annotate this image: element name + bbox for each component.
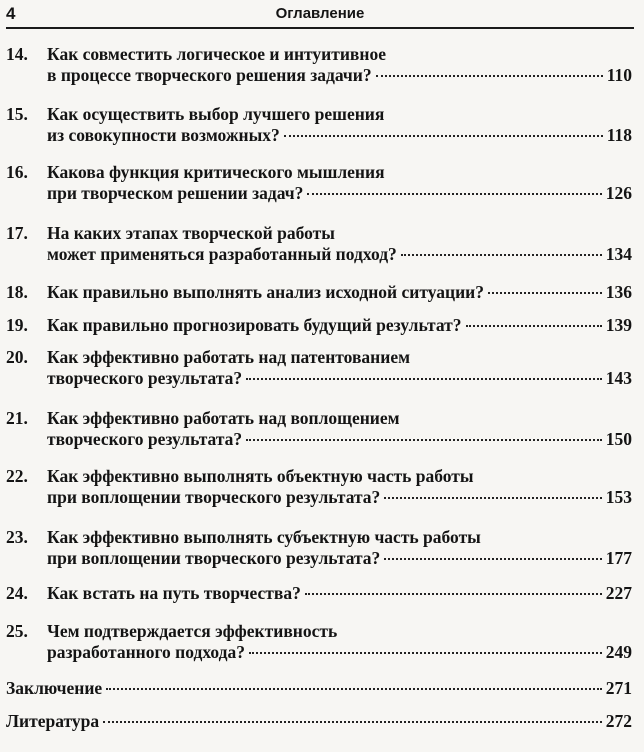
entry-title-text: Как эффективно работать над патентованием xyxy=(47,347,411,367)
dot-leader xyxy=(106,688,602,690)
entry-title-text: из совокупности возможных? xyxy=(47,125,280,145)
dot-leader xyxy=(284,135,603,137)
entry-line xyxy=(47,244,632,265)
entry-line xyxy=(47,368,632,389)
dot-leader xyxy=(466,325,602,327)
entry-page-number: 227 xyxy=(605,583,632,603)
entry-title-text: при воплощении творческого результата? xyxy=(47,487,381,507)
dot-leader xyxy=(305,593,602,595)
toc-entry[interactable] xyxy=(6,162,632,204)
entry-line xyxy=(47,487,632,508)
entry-title-text: Как правильно выполнять анализ исходной ситуации? xyxy=(47,282,484,302)
entry-body xyxy=(47,315,632,336)
entry-page-number: 271 xyxy=(605,678,632,698)
entry-line xyxy=(47,183,632,204)
toc-entry[interactable] xyxy=(6,44,632,86)
entry-line xyxy=(47,315,632,336)
entry-line xyxy=(47,527,632,548)
entry-body xyxy=(47,104,632,146)
toc-entry[interactable] xyxy=(6,621,632,663)
entry-line xyxy=(47,408,632,429)
entry-line xyxy=(47,162,632,183)
toc-entry[interactable] xyxy=(6,711,632,732)
toc-entry[interactable] xyxy=(6,408,632,450)
entry-title-text: На каких этапах творческой работы xyxy=(47,223,335,243)
dot-leader xyxy=(246,439,602,441)
dot-leader xyxy=(103,721,602,723)
entry-line xyxy=(47,429,632,450)
entry-number: 22. xyxy=(6,466,28,486)
entry-page-number: 272 xyxy=(605,711,632,731)
entry-title-text: Как эффективно выполнять объектную часть работы xyxy=(47,466,474,486)
toc-entry[interactable] xyxy=(6,282,632,303)
entry-number: 23. xyxy=(6,527,28,547)
entry-title-text: творческого результата? xyxy=(47,368,243,388)
entry-line xyxy=(47,583,632,604)
entry-title-text: Как эффективно выполнять субъектную часть работы xyxy=(47,527,481,547)
entry-number: 21. xyxy=(6,408,28,428)
entry-line xyxy=(47,223,632,244)
entry-body xyxy=(47,347,632,389)
dot-leader xyxy=(246,378,602,380)
page-number: 4 xyxy=(6,4,16,23)
entry-page-number: 118 xyxy=(606,125,632,145)
entry-number: 16. xyxy=(6,162,28,182)
entry-page-number: 150 xyxy=(605,429,632,449)
header-title: Оглавление xyxy=(275,5,365,22)
entry-line xyxy=(47,466,632,487)
entry-body xyxy=(47,621,632,663)
entry-title-text: при творческом решении задач? xyxy=(47,183,304,203)
entry-line xyxy=(47,282,632,303)
entry-body xyxy=(47,282,632,303)
entry-line xyxy=(6,678,632,699)
entry-title-text: разработанного подхода? xyxy=(47,642,246,662)
entry-title-text: Как совместить логическое и интуитивное xyxy=(47,44,386,64)
entry-page-number: 153 xyxy=(605,487,632,507)
entry-title-text: при воплощении творческого результата? xyxy=(47,548,381,568)
entry-line xyxy=(6,711,632,732)
entry-title-text: Заключение xyxy=(6,678,103,698)
entry-body xyxy=(47,466,632,508)
entry-number: 25. xyxy=(6,621,28,641)
entry-title-text: творческого результата? xyxy=(47,429,243,449)
dot-leader xyxy=(384,497,601,499)
entry-body xyxy=(6,711,632,732)
entry-page-number: 143 xyxy=(605,368,632,388)
toc-entry[interactable] xyxy=(6,347,632,389)
entry-number: 24. xyxy=(6,583,28,603)
entry-number: 14. xyxy=(6,44,28,64)
entry-title-text: Как осуществить выбор лучшего решения xyxy=(47,104,385,124)
toc-entry[interactable] xyxy=(6,527,632,569)
entry-body xyxy=(47,527,632,569)
entry-title-text: Как встать на путь творчества? xyxy=(47,583,301,603)
entry-page-number: 139 xyxy=(605,315,632,335)
entry-page-number: 249 xyxy=(605,642,632,662)
entry-number: 17. xyxy=(6,223,28,243)
dot-leader xyxy=(401,254,602,256)
entry-line xyxy=(47,642,632,663)
entry-line xyxy=(47,104,632,125)
dot-leader xyxy=(488,292,602,294)
entry-number: 18. xyxy=(6,282,28,302)
entry-line xyxy=(47,347,632,368)
dot-leader xyxy=(249,652,602,654)
entry-title-text: Какова функция критического мышления xyxy=(47,162,385,182)
entry-body xyxy=(6,678,632,699)
dot-leader xyxy=(384,558,601,560)
toc-entry[interactable] xyxy=(6,583,632,604)
entry-title-text: Чем подтверждается эффективность xyxy=(47,621,338,641)
entry-number: 20. xyxy=(6,347,28,367)
entry-line xyxy=(47,44,632,65)
entry-line xyxy=(47,65,632,86)
toc-entry[interactable] xyxy=(6,104,632,146)
dot-leader xyxy=(376,75,603,77)
dot-leader xyxy=(307,193,601,195)
entry-title-text: в процессе творческого решения задачи? xyxy=(47,65,372,85)
entry-line xyxy=(47,125,632,146)
entry-number: 19. xyxy=(6,315,28,335)
entry-title-text: Как правильно прогнозировать будущий результат? xyxy=(47,315,462,335)
entry-line xyxy=(47,548,632,569)
entry-page-number: 134 xyxy=(605,244,632,264)
toc-entry[interactable] xyxy=(6,223,632,265)
entry-title-text: может применяться разработанный подход? xyxy=(47,244,397,264)
entry-page-number: 177 xyxy=(605,548,632,568)
toc-entry[interactable] xyxy=(6,315,632,336)
entry-body xyxy=(47,223,632,265)
entry-number: 15. xyxy=(6,104,28,124)
header-rule xyxy=(6,27,634,29)
entry-page-number: 136 xyxy=(605,282,632,302)
entry-page-number: 126 xyxy=(605,183,632,203)
entry-title-text: Как эффективно работать над воплощением xyxy=(47,408,400,428)
entry-body xyxy=(47,583,632,604)
entry-body xyxy=(47,408,632,450)
entry-body xyxy=(47,44,632,86)
toc-entry[interactable] xyxy=(6,466,632,508)
running-header xyxy=(6,4,634,24)
entry-page-number: 110 xyxy=(606,65,632,85)
entry-line xyxy=(47,621,632,642)
toc-entry[interactable] xyxy=(6,678,632,699)
entry-body xyxy=(47,162,632,204)
entry-title-text: Литература xyxy=(6,711,100,731)
